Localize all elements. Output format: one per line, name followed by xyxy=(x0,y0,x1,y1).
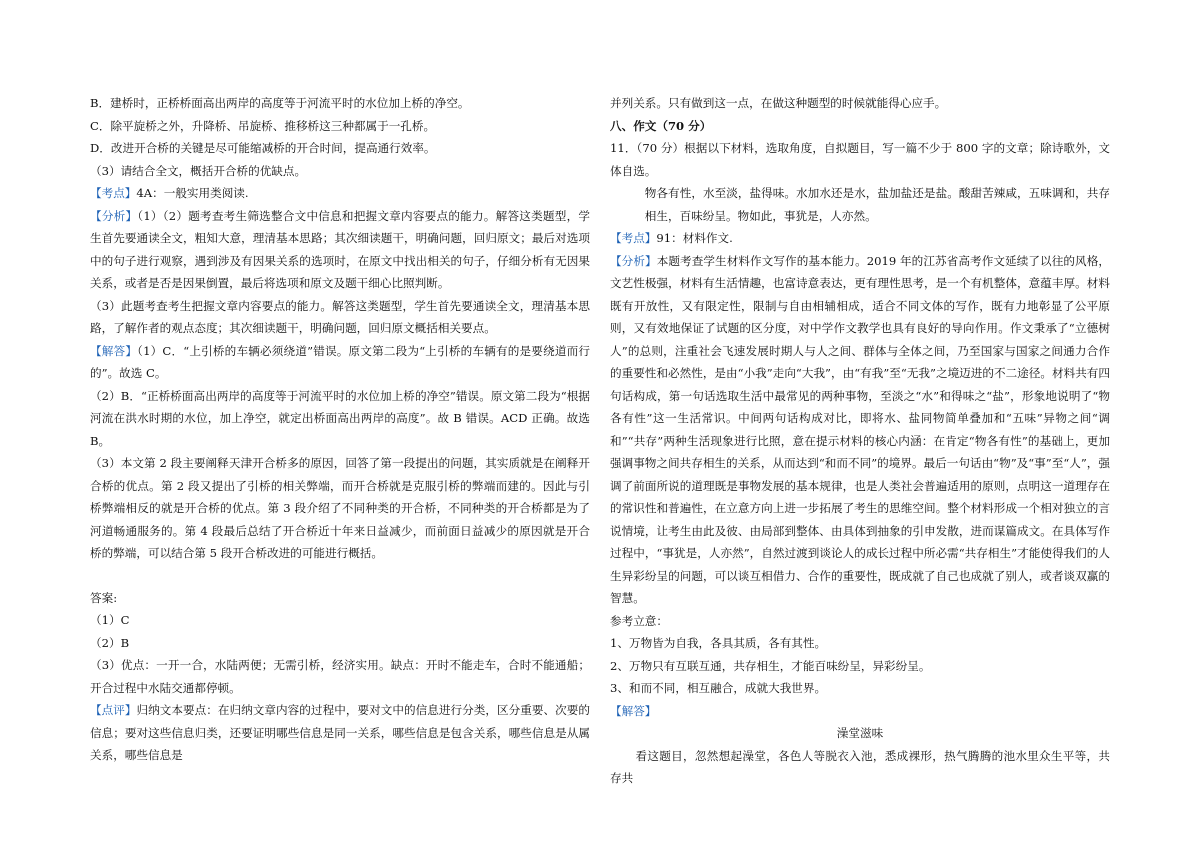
jieda-paragraph-3: （3）本文第 2 段主要阐释天津开合桥多的原因，回答了第一段提出的问题，其实质就是在阐释开合桥的优点。第 2 段又提出了引桥的相关弊端，而开合桥就是克服引桥的弊端而建的。因此与引桥弊端相反的就是开合桥的优点。第 3 段介绍了不同种类的开合桥，不同种类的开合桥都是为了河道畅通服务的。第 4 段最后总结了开合桥近十年来日益减少，而前面日益减少的原因就是开合桥的弊端，可以结合第 5 段开合桥改进的可能进行概括。 xyxy=(90,456,590,560)
essay-start: 看这题目，忽然想起澡堂，各色人等脱衣入池，悉成裸形，热气腾腾的池水里众生平等，共存共 xyxy=(610,748,1110,785)
answer-label: 答案: xyxy=(90,590,118,605)
kaodian-line-right xyxy=(610,227,1110,250)
kaodian-tag: 【考点】 xyxy=(90,186,137,200)
jieda-paragraph-2: （2）B．“正桥桥面高出两岸的高度等于河流平时的水位加上桥的净空”错误。原文第二段为“根据河流在洪水时期的水位，加上净空，就定出桥面高出两岸的高度”。故 B 错误。ACD 正确。故选 B。 xyxy=(90,388,590,448)
answer-1: （1）C xyxy=(90,613,130,627)
kaodian-line xyxy=(90,182,590,205)
answer-2: （2）B xyxy=(90,635,130,650)
fenxi-paragraph xyxy=(90,205,590,295)
cankao-label: 参考立意： xyxy=(610,613,668,628)
fenxi-paragraph-2: （3）此题考查考生把握文章内容要点的能力。解答这类题型，学生首先要通读全文，理清基本思路，了解作者的观点态度；其次细读题干，明确问题，回归原文概括相关要点。 xyxy=(90,298,590,335)
kaodian-text: 4A：一般实用类阅读. xyxy=(136,186,249,200)
spacer xyxy=(90,565,590,587)
fenxi-tag: 【分析】 xyxy=(90,208,138,223)
dianping-tag: 【点评】 xyxy=(90,703,137,717)
kaodian-tag-right: 【考点】 xyxy=(610,231,657,245)
jieda-tag: 【解答】 xyxy=(90,343,138,358)
jieda-tag-right: 【解答】 xyxy=(610,703,657,718)
fenxi-paragraph-right xyxy=(610,250,1110,610)
essay-title: 澡堂滋味 xyxy=(836,726,884,740)
dianping-paragraph xyxy=(90,699,590,767)
fenxi-text-right: 本题考查学生材料作文写作的基本能力。2019 年的江苏省高考作文延续了以往的风格，文艺性极强，材料有生活情趣，也富诗意表达，更有理性思考，是一个有机整体，意蕴丰厚。材料既有开放性，又有限定性，限制与自由相辅相成，适合不同文体的写作，既有力地彰显了公平原则，又有效地保证了试题的区分度，对中学作文教学也具有良好的导向作用。作文秉承了“立德树人”的总则，注重社会飞速发展时期人与人之间、群体与全体之间，乃至国家与国家之间通力合作的重要性和必然性，是由“小我”走向“大我”，由“有我”至“无我”之境迈进的不二途径。材料共有四句话构成，第一句话选取生活中最常见的两种事物，至淡之“水”和得味之“盐”，形象地说明了“物各有性”这一生活常识。中间两句话构成对比，即将水、盐同物简单叠加和“五味”异物之间“调和”“共存”两种生活现象进行比照，意在提示材料的核心内涵：在肯定“物各有性”的基础上，更加强调事物之间共存相生的关系，从而达到“和而不同”的境界。最后一句话由“物”及“事”至“人”，强调了前面所说的道理既是事物发展的基本规律，也是人类社会普遍适用的原则，点明这一道理存在的常识性和普遍性，在立意方向上进一步拓展了考生的思维空间。整个材料形成一个相对独立的言说情境，让考生由此及彼、由局部到整体、由具体到抽象的引申发散，进而谋篇成文。在具体写作过程中，“事犹是，人亦然”，自然过渡到谈论人的成长过程中所必需“共存相生”才能使得我们的人生异彩纷呈的问题，可以谈互相借力、合作的重要性，既成就了自己也成就了别人，或者谈双赢的智慧。 xyxy=(610,253,1110,605)
idea-1: 1、万物皆为自我，各具其质，各有其性。 xyxy=(610,636,827,650)
idea-3: 3、和而不同，相互融合，成就大我世界。 xyxy=(610,681,827,695)
answer-3: （3）优点：一开一合，水陆两便；无需引桥，经济实用。缺点：开时不能走车，合时不能通船；开合过程中水陆交通都停顿。 xyxy=(90,658,590,695)
continued-text: 并列关系。只有做到这一点，在做这种题型的时候就能得心应手。 xyxy=(610,96,947,110)
idea-2: 2、万物只有互联互通，共存相生，才能百味纷呈，异彩纷呈。 xyxy=(610,658,931,673)
section-heading: 八、作文（70 分） xyxy=(610,118,712,133)
material-text: 物各有性，水至淡，盐得味。水加水还是水，盐加盐还是盐。酸甜苦辣咸，五味调和，共存相生，百味纷呈。物如此，事犹是，人亦然。 xyxy=(644,186,1110,223)
fenxi-text: （1）（2）题考查考生筛选整合文中信息和把握文章内容要点的能力。解答这类题型，学生首先要通读全文，粗知大意，理清基本思路；其次细读题干，明确问题，回归原文；最后对选项中的句子进行观察，遇到涉及有因果关系的选项时，在原文中找出相关的句子，仔细分析有无因果关系，或者是否是因果倒置，最后将选项和原文及题干细心比照判断。 xyxy=(90,208,590,290)
dianping-text: 归纳文本要点：在归纳文章内容的过程中，要对文中的信息进行分类，区分重要、次要的信息；要对这些信息归类，还要证明哪些信息是同一关系，哪些信息是包含关系，哪些信息是从属关系，哪些信息是 xyxy=(90,703,590,762)
question-11: 11．（70 分）根据以下材料，选取角度，自拟题目，写一篇不少于 800 字的文章；除诗歌外，文体自选。 xyxy=(610,141,1110,178)
option-d: D．改进开合桥的关键是尽可能缩减桥的开合时间，提高通行效率。 xyxy=(90,141,436,155)
option-b: B．建桥时，正桥桥面高出两岸的高度等于河流平时的水位加上桥的净空。 xyxy=(90,96,470,110)
jieda-paragraph xyxy=(90,340,590,385)
option-c: C．除平旋桥之外，升降桥、吊旋桥、推移桥这三种都属于一孔桥。 xyxy=(90,118,436,133)
question-3: （3）请结合全文，概括开合桥的优缺点。 xyxy=(90,163,307,178)
right-column xyxy=(610,92,1110,790)
fenxi-tag-right: 【分析】 xyxy=(610,253,657,268)
jieda-text: （1）C．“上引桥的车辆必须绕道”错误。原文第二段为“上引桥的车辆有的是要绕道而行的”。故选 C。 xyxy=(90,343,590,380)
left-column xyxy=(90,92,590,767)
kaodian-text-right: 91：材料作文. xyxy=(656,231,733,245)
